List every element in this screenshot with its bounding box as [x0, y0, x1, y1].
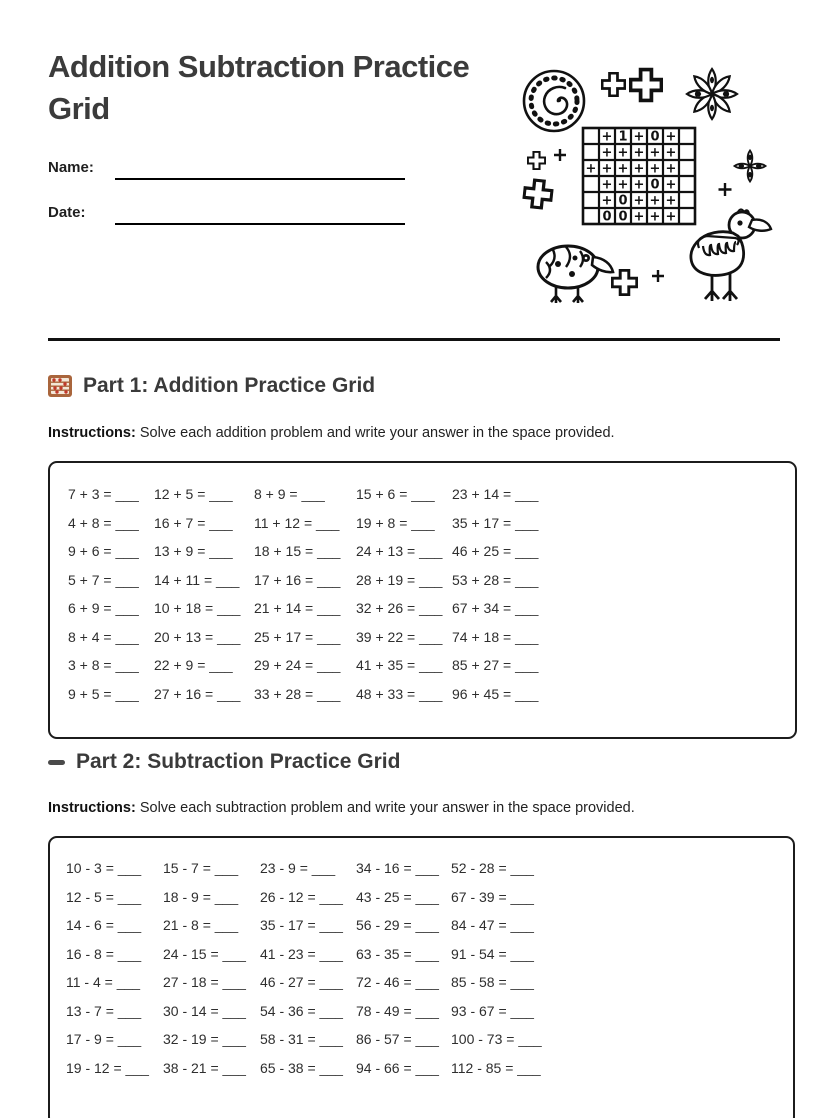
- svg-text:+: +: [585, 161, 597, 177]
- math-problem: 9 + 6 = ___: [68, 543, 139, 559]
- math-problem: 19 - 12 = ___: [66, 1059, 149, 1076]
- math-problem: 39 + 22 = ___: [356, 628, 443, 645]
- math-problem: 56 - 29 = ___: [356, 917, 439, 933]
- math-problem: 35 - 17 = ___: [260, 917, 343, 933]
- answer-blank: ___: [214, 888, 239, 905]
- answer-blank: ___: [319, 1002, 343, 1019]
- answer-blank: ___: [415, 974, 439, 990]
- math-problem: 19 + 8 = ___: [356, 514, 435, 531]
- answer-blank: ___: [209, 486, 233, 502]
- math-problem: 86 - 57 = ___: [356, 1031, 439, 1047]
- math-problem: 43 - 25 = ___: [356, 888, 439, 905]
- math-grid: [583, 128, 695, 225]
- math-problem: 96 + 45 = ___: [452, 685, 539, 702]
- math-problem: 29 + 24 = ___: [254, 657, 341, 673]
- section-divider: [48, 338, 780, 341]
- math-problem: 72 - 46 = ___: [356, 974, 439, 990]
- decorative-illustration: [500, 52, 785, 312]
- math-problem: 94 - 66 = ___: [356, 1059, 439, 1076]
- problem-row: [66, 911, 793, 940]
- problem-row: [68, 480, 795, 509]
- answer-blank: ___: [301, 486, 325, 502]
- answer-blank: ___: [317, 685, 341, 702]
- problem-row: [66, 968, 793, 997]
- flower-icon: [735, 151, 766, 182]
- answer-blank: ___: [317, 571, 341, 588]
- math-problem: 41 + 35 = ___: [356, 657, 443, 673]
- svg-text:+: +: [665, 129, 677, 145]
- math-problem: 16 - 8 = ___: [66, 945, 142, 962]
- problem-row: [66, 940, 793, 969]
- answer-blank: ___: [115, 571, 139, 588]
- answer-blank: ___: [115, 685, 139, 702]
- math-problem: 3 + 8 = ___: [68, 657, 139, 673]
- math-problem: 100 - 73 = ___: [451, 1031, 542, 1047]
- answer-blank: ___: [515, 514, 539, 531]
- math-problem: 9 + 5 = ___: [68, 685, 139, 702]
- svg-text:+: +: [665, 193, 677, 209]
- math-problem: 84 - 47 = ___: [451, 917, 534, 933]
- problem-row: [68, 623, 795, 652]
- answer-blank: ___: [515, 685, 539, 702]
- name-field: [48, 158, 405, 180]
- answer-blank: ___: [319, 888, 343, 905]
- svg-text:+: +: [633, 209, 645, 225]
- answer-blank: ___: [117, 888, 142, 905]
- svg-text:+: +: [601, 145, 613, 161]
- math-problem: 91 - 54 = ___: [451, 945, 534, 962]
- math-problem: 85 + 27 = ___: [452, 657, 539, 673]
- plus-icon: [652, 270, 664, 282]
- math-problem: 15 - 7 = ___: [163, 860, 239, 876]
- math-problem: 63 - 35 = ___: [356, 945, 439, 962]
- math-problem: 12 + 5 = ___: [154, 486, 233, 502]
- date-field: [48, 203, 405, 225]
- math-problem: 16 + 7 = ___: [154, 514, 233, 531]
- math-problem: 17 + 16 = ___: [254, 571, 341, 588]
- name-line: [115, 158, 405, 180]
- answer-blank: ___: [415, 888, 439, 905]
- answer-blank: ___: [319, 1031, 343, 1047]
- answer-blank: ___: [515, 486, 539, 502]
- answer-blank: ___: [117, 1002, 142, 1019]
- answer-blank: ___: [510, 945, 534, 962]
- svg-text:0: 0: [650, 177, 660, 193]
- answer-blank: ___: [115, 514, 139, 531]
- answer-blank: ___: [311, 860, 336, 876]
- math-problem: 18 + 15 = ___: [254, 543, 341, 559]
- instructions-label: Instructions:: [48, 425, 136, 441]
- answer-blank: ___: [316, 514, 340, 531]
- math-problem: 53 + 28 = ___: [452, 571, 539, 588]
- math-problem: 38 - 21 = ___: [163, 1059, 246, 1076]
- answer-blank: ___: [217, 628, 241, 645]
- answer-blank: ___: [411, 514, 435, 531]
- plus-icon: [631, 70, 662, 101]
- math-problem: 27 - 18 = ___: [163, 974, 246, 990]
- plus-icon: [602, 73, 625, 96]
- svg-text:+: +: [649, 145, 661, 161]
- answer-blank: ___: [214, 917, 239, 933]
- answer-blank: ___: [116, 974, 141, 990]
- answer-blank: ___: [515, 657, 539, 673]
- answer-blank: ___: [415, 860, 439, 876]
- svg-text:+: +: [633, 193, 645, 209]
- math-problem: 5 + 7 = ___: [68, 571, 139, 588]
- answer-blank: ___: [319, 1059, 343, 1076]
- plus-icon: [528, 152, 545, 169]
- answer-blank: ___: [222, 945, 246, 962]
- answer-blank: ___: [222, 1002, 246, 1019]
- math-problem: 30 - 14 = ___: [163, 1002, 246, 1019]
- answer-blank: ___: [515, 628, 539, 645]
- answer-blank: ___: [510, 888, 534, 905]
- answer-blank: ___: [317, 657, 341, 673]
- answer-blank: ___: [117, 860, 142, 876]
- part2-instructions: Instructions: Solve each subtraction problem and write your answer in the space provided.: [48, 800, 635, 816]
- part1-title: Part 1: Addition Practice Grid: [83, 374, 376, 397]
- math-problem: 10 - 3 = ___: [66, 860, 142, 876]
- svg-text:0: 0: [618, 193, 628, 209]
- math-problem: 23 - 9 = ___: [260, 860, 336, 876]
- svg-text:+: +: [665, 161, 677, 177]
- svg-text:+: +: [601, 177, 613, 193]
- answer-blank: ___: [115, 486, 139, 502]
- answer-blank: ___: [216, 571, 240, 588]
- math-problem: 12 - 5 = ___: [66, 888, 142, 905]
- plus-icon: [523, 179, 553, 209]
- date-label: Date:: [48, 204, 86, 221]
- answer-blank: ___: [411, 486, 435, 502]
- plus-icon: [612, 270, 637, 295]
- svg-text:+: +: [649, 193, 661, 209]
- math-problem: 46 + 25 = ___: [452, 543, 539, 559]
- math-problem: 93 - 67 = ___: [451, 1002, 534, 1019]
- plus-icon: [554, 149, 566, 161]
- svg-text:+: +: [601, 161, 613, 177]
- answer-blank: ___: [319, 917, 343, 933]
- answer-blank: ___: [510, 974, 534, 990]
- problem-row: [68, 594, 795, 623]
- math-problem: 13 + 9 = ___: [154, 543, 233, 559]
- answer-blank: ___: [115, 628, 139, 645]
- math-problem: 74 + 18 = ___: [452, 628, 539, 645]
- math-problem: 18 - 9 = ___: [163, 888, 239, 905]
- svg-text:+: +: [633, 161, 645, 177]
- math-problem: 112 - 85 = ___: [451, 1059, 541, 1076]
- part2-heading: [48, 750, 400, 774]
- answer-blank: ___: [518, 1031, 542, 1047]
- plus-icon: [719, 183, 732, 196]
- page-title: Addition Subtraction Practice Grid: [48, 49, 470, 126]
- answer-blank: ___: [317, 600, 341, 616]
- bird-icon: [691, 210, 771, 302]
- math-problem: 17 - 9 = ___: [66, 1031, 142, 1047]
- part1-instructions: Instructions: Solve each addition problem and write your answer in the space provided.: [48, 425, 615, 441]
- svg-text:+: +: [649, 209, 661, 225]
- part2-problem-box: [48, 836, 795, 1118]
- answer-blank: ___: [319, 945, 343, 962]
- math-problem: 33 + 28 = ___: [254, 685, 341, 702]
- answer-blank: ___: [415, 1059, 439, 1076]
- answer-blank: ___: [510, 917, 534, 933]
- math-problem: 4 + 8 = ___: [68, 514, 139, 531]
- problem-row: [68, 566, 795, 595]
- math-problem: 23 + 14 = ___: [452, 486, 539, 502]
- svg-text:+: +: [633, 129, 645, 145]
- math-problem: 26 - 12 = ___: [260, 888, 343, 905]
- answer-blank: ___: [222, 1059, 246, 1076]
- answer-blank: ___: [419, 571, 443, 588]
- svg-text:+: +: [601, 193, 613, 209]
- math-problem: 34 - 16 = ___: [356, 860, 439, 876]
- problem-row: [66, 854, 793, 883]
- answer-blank: ___: [214, 860, 239, 876]
- part2-title: Part 2: Subtraction Practice Grid: [76, 750, 401, 773]
- answer-blank: ___: [419, 543, 443, 559]
- svg-text:0: 0: [618, 209, 628, 225]
- svg-text:+: +: [617, 145, 629, 161]
- math-problem: 24 + 13 = ___: [356, 543, 443, 559]
- math-problem: 21 - 8 = ___: [163, 917, 239, 933]
- problem-row: [68, 509, 795, 538]
- math-problem: 67 + 34 = ___: [452, 600, 539, 616]
- svg-text:+: +: [665, 177, 677, 193]
- problem-row: [66, 883, 793, 912]
- answer-blank: ___: [117, 945, 142, 962]
- answer-blank: ___: [115, 657, 139, 673]
- math-problem: 78 - 49 = ___: [356, 1002, 439, 1019]
- abacus-icon: [48, 375, 72, 397]
- math-problem: 67 - 39 = ___: [451, 888, 534, 905]
- problem-row: [68, 680, 795, 709]
- svg-text:+: +: [617, 177, 629, 193]
- answer-blank: ___: [222, 974, 246, 990]
- instructions-label: Instructions:: [48, 800, 136, 816]
- kiwi-icon: [538, 246, 613, 303]
- math-problem: 8 + 9 = ___: [254, 486, 325, 502]
- answer-blank: ___: [317, 543, 341, 559]
- answer-blank: ___: [125, 1059, 149, 1076]
- answer-blank: ___: [115, 600, 139, 616]
- flower-icon: [687, 69, 737, 119]
- name-label: Name:: [48, 159, 94, 176]
- svg-text:+: +: [633, 177, 645, 193]
- answer-blank: ___: [117, 1031, 142, 1047]
- svg-text:+: +: [665, 145, 677, 161]
- answer-blank: ___: [317, 628, 341, 645]
- math-problem: 14 - 6 = ___: [66, 917, 142, 933]
- svg-text:0: 0: [602, 209, 612, 225]
- math-problem: 48 + 33 = ___: [356, 685, 443, 702]
- math-problem: 15 + 6 = ___: [356, 486, 435, 502]
- answer-blank: ___: [510, 860, 534, 876]
- answer-blank: ___: [209, 543, 233, 559]
- math-problem: 65 - 38 = ___: [260, 1059, 343, 1076]
- math-problem: 85 - 58 = ___: [451, 974, 534, 990]
- problem-row: [66, 997, 793, 1026]
- svg-text:+: +: [649, 161, 661, 177]
- math-problem: 11 + 12 = ___: [254, 514, 340, 531]
- answer-blank: ___: [217, 600, 241, 616]
- math-problem: 28 + 19 = ___: [356, 571, 443, 588]
- answer-blank: ___: [217, 685, 241, 702]
- svg-text:+: +: [665, 209, 677, 225]
- math-problem: 24 - 15 = ___: [163, 945, 246, 962]
- part1-heading: [48, 374, 375, 398]
- answer-blank: ___: [117, 917, 142, 933]
- svg-text:1: 1: [618, 129, 628, 145]
- answer-blank: ___: [209, 514, 233, 531]
- math-problem: 35 + 17 = ___: [452, 514, 539, 531]
- answer-blank: ___: [510, 1002, 534, 1019]
- math-problem: 58 - 31 = ___: [260, 1031, 343, 1047]
- math-problem: 11 - 4 = ___: [66, 974, 141, 990]
- answer-blank: ___: [415, 1031, 439, 1047]
- math-problem: 25 + 17 = ___: [254, 628, 341, 645]
- problem-row: [66, 1025, 793, 1054]
- math-problem: 46 - 27 = ___: [260, 974, 343, 990]
- math-problem: 6 + 9 = ___: [68, 600, 139, 616]
- answer-blank: ___: [415, 917, 439, 933]
- math-problem: 32 - 19 = ___: [163, 1031, 246, 1047]
- answer-blank: ___: [419, 657, 443, 673]
- svg-text:+: +: [633, 145, 645, 161]
- math-problem: 13 - 7 = ___: [66, 1002, 142, 1019]
- answer-blank: ___: [419, 685, 443, 702]
- math-problem: 54 - 36 = ___: [260, 1002, 343, 1019]
- problem-row: [68, 537, 795, 566]
- math-problem: 27 + 16 = ___: [154, 685, 241, 702]
- svg-text:0: 0: [650, 129, 660, 145]
- answer-blank: ___: [517, 1059, 541, 1076]
- answer-blank: ___: [415, 1002, 439, 1019]
- answer-blank: ___: [419, 600, 443, 616]
- math-problem: 32 + 26 = ___: [356, 600, 443, 616]
- math-problem: 10 + 18 = ___: [154, 600, 241, 616]
- answer-blank: ___: [222, 1031, 246, 1047]
- answer-blank: ___: [415, 945, 439, 962]
- answer-blank: ___: [319, 974, 343, 990]
- spiral-icon: [524, 71, 584, 131]
- problem-row: [68, 651, 795, 680]
- math-problem: 41 - 23 = ___: [260, 945, 343, 962]
- answer-blank: ___: [515, 600, 539, 616]
- math-problem: 7 + 3 = ___: [68, 486, 139, 502]
- part1-problem-box: [48, 461, 797, 739]
- minus-icon: [48, 760, 65, 765]
- answer-blank: ___: [209, 657, 233, 673]
- answer-blank: ___: [515, 571, 539, 588]
- date-line: [115, 203, 405, 225]
- math-problem: 21 + 14 = ___: [254, 600, 341, 616]
- answer-blank: ___: [115, 543, 139, 559]
- math-problem: 22 + 9 = ___: [154, 657, 233, 673]
- math-problem: 20 + 13 = ___: [154, 628, 241, 645]
- answer-blank: ___: [419, 628, 443, 645]
- answer-blank: ___: [515, 543, 539, 559]
- svg-text:+: +: [601, 129, 613, 145]
- math-problem: 14 + 11 = ___: [154, 571, 240, 588]
- svg-text:+: +: [617, 161, 629, 177]
- problem-row: [66, 1054, 793, 1083]
- math-problem: 52 - 28 = ___: [451, 860, 534, 876]
- math-problem: 8 + 4 = ___: [68, 628, 139, 645]
